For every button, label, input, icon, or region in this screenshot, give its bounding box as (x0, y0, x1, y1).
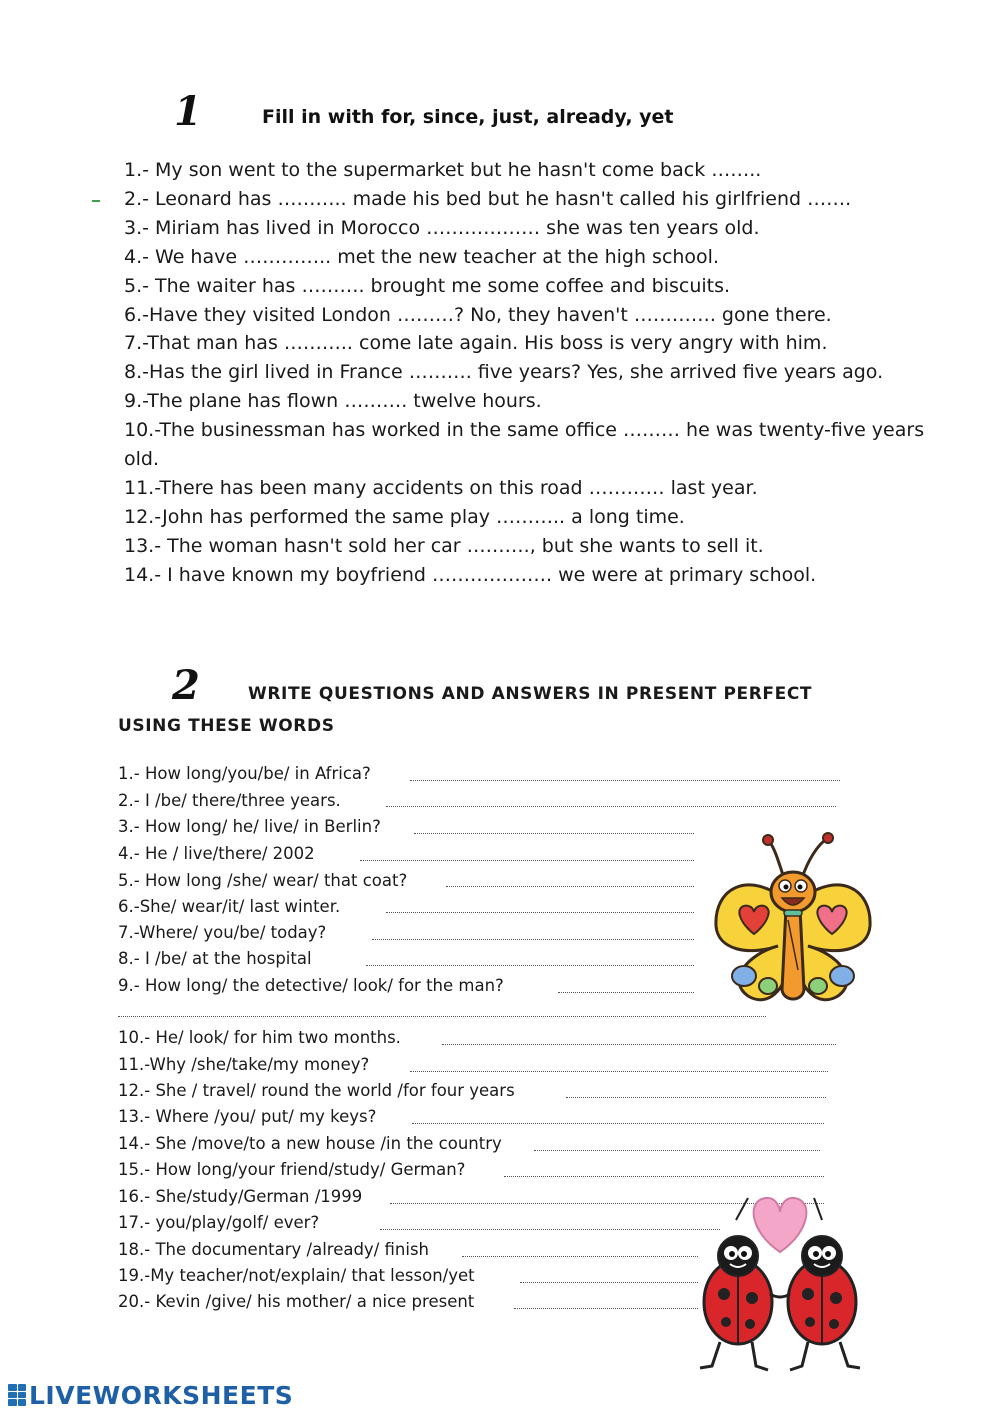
list-item: 6.-She/ wear/it/ last winter. (118, 897, 341, 916)
list-item: 15.- How long/your friend/study/ German? (118, 1160, 466, 1179)
list-item: 16.- She/study/German /1999 (118, 1187, 363, 1206)
answer-line-11[interactable] (410, 1071, 828, 1072)
answer-line-3[interactable] (414, 833, 694, 834)
list-item: 8.- I /be/ at the hospital (118, 949, 312, 968)
list-item: 4.- He / live/there/ 2002 (118, 844, 315, 863)
answer-line-15[interactable] (504, 1176, 824, 1177)
list-item: 13.- The woman hasn't sold her car ………., but she wants to sell it. (124, 534, 764, 557)
answer-line-4[interactable] (360, 860, 694, 861)
list-item: 10.-The businessman has worked in the same office ……… he was twenty-five years old. (124, 419, 925, 471)
answer-line-12[interactable] (566, 1097, 826, 1098)
list-item: 9.- How long/ the detective/ look/ for the man? (118, 976, 504, 995)
answer-line-7[interactable] (372, 939, 694, 940)
list-item: 14.- I have known my boyfriend ………………. we were at primary school. (124, 563, 817, 586)
list-item: 3.- Miriam has lived in Morocco ……………… she was ten years old. (124, 216, 760, 239)
list-item: 8.-Has the girl lived in France ………. five years? Yes, she arrived five years ago. (124, 361, 884, 384)
list-item: 5.- The waiter has ………. brought me some coffee and biscuits. (124, 274, 731, 297)
section-1-number: 1 (174, 88, 202, 135)
answer-line-6[interactable] (386, 912, 694, 913)
liveworksheets-logo-icon (8, 1384, 26, 1406)
ladybugs-heart-icon (690, 1190, 870, 1390)
answer-line-5[interactable] (446, 886, 694, 887)
answer-line-9b[interactable] (118, 1016, 766, 1017)
section-2-title-line2: USING THESE WORDS (118, 716, 335, 736)
list-item: 11.-Why /she/take/my money? (118, 1055, 370, 1074)
answer-line-2[interactable] (386, 806, 836, 807)
section-1-title: Fill in with for, since, just, already, yet (262, 106, 674, 128)
answer-line-17[interactable] (380, 1229, 720, 1230)
list-item: 20.- Kevin /give/ his mother/ a nice present (118, 1292, 475, 1311)
list-item: 11.-There has been many accidents on this road ………… last year. (124, 476, 758, 499)
list-item: 14.- She /move/to a new house /in the country (118, 1134, 502, 1153)
answer-line-18[interactable] (462, 1256, 698, 1257)
answer-line-14[interactable] (534, 1150, 820, 1151)
answer-line-9[interactable] (558, 992, 694, 993)
answer-line-1[interactable] (410, 780, 840, 781)
list-item: 7.-Where/ you/be/ today? (118, 923, 327, 942)
list-item: 7.-That man has ……….. come late again. His boss is very angry with him. (124, 332, 828, 355)
list-item: 12.- She / travel/ round the world /for four years (118, 1081, 515, 1100)
margin-mark (92, 200, 100, 202)
list-item: 3.- How long/ he/ live/ in Berlin? (118, 817, 381, 836)
list-item: 19.-My teacher/not/explain/ that lesson/yet (118, 1266, 475, 1285)
list-item: 17.- you/play/golf/ ever? (118, 1213, 320, 1232)
list-item: 12.-John has performed the same play ……….. a long time. (124, 505, 685, 528)
list-item: 2.- Leonard has ……….. made his bed but he hasn't called his girlfriend ……. (124, 187, 852, 210)
list-item: 5.- How long /she/ wear/ that coat? (118, 871, 408, 890)
answer-line-10[interactable] (442, 1044, 836, 1045)
list-item: 4.- We have ………….. met the new teacher at the high school. (124, 245, 720, 268)
list-item: 1.- My son went to the supermarket but he hasn't come back …….. (124, 159, 762, 181)
liveworksheets-logo[interactable] (8, 1380, 293, 1410)
answer-line-20[interactable] (514, 1308, 698, 1309)
butterfly-icon (708, 830, 878, 1010)
list-item: 1.- How long/you/be/ in Africa? (118, 764, 371, 783)
list-item: 9.-The plane has flown ………. twelve hours. (124, 390, 542, 413)
list-item: 18.- The documentary /already/ finish (118, 1240, 429, 1259)
answer-line-19[interactable] (520, 1282, 698, 1283)
logo-text: LIVEWORKSHEETS (29, 1380, 294, 1410)
list-item: 6.-Have they visited London ………? No, they haven't …………. gone there. (124, 303, 832, 326)
list-item: 10.- He/ look/ for him two months. (118, 1028, 401, 1047)
section-2-number: 2 (172, 662, 200, 709)
section-1-list (124, 156, 929, 590)
list-item: 13.- Where /you/ put/ my keys? (118, 1107, 377, 1126)
answer-line-13[interactable] (412, 1123, 824, 1124)
answer-line-8[interactable] (366, 965, 694, 966)
section-2-title-line1: WRITE QUESTIONS AND ANSWERS IN PRESENT PERFECT (248, 684, 813, 704)
list-item: 2.- I /be/ there/three years. (118, 791, 341, 810)
